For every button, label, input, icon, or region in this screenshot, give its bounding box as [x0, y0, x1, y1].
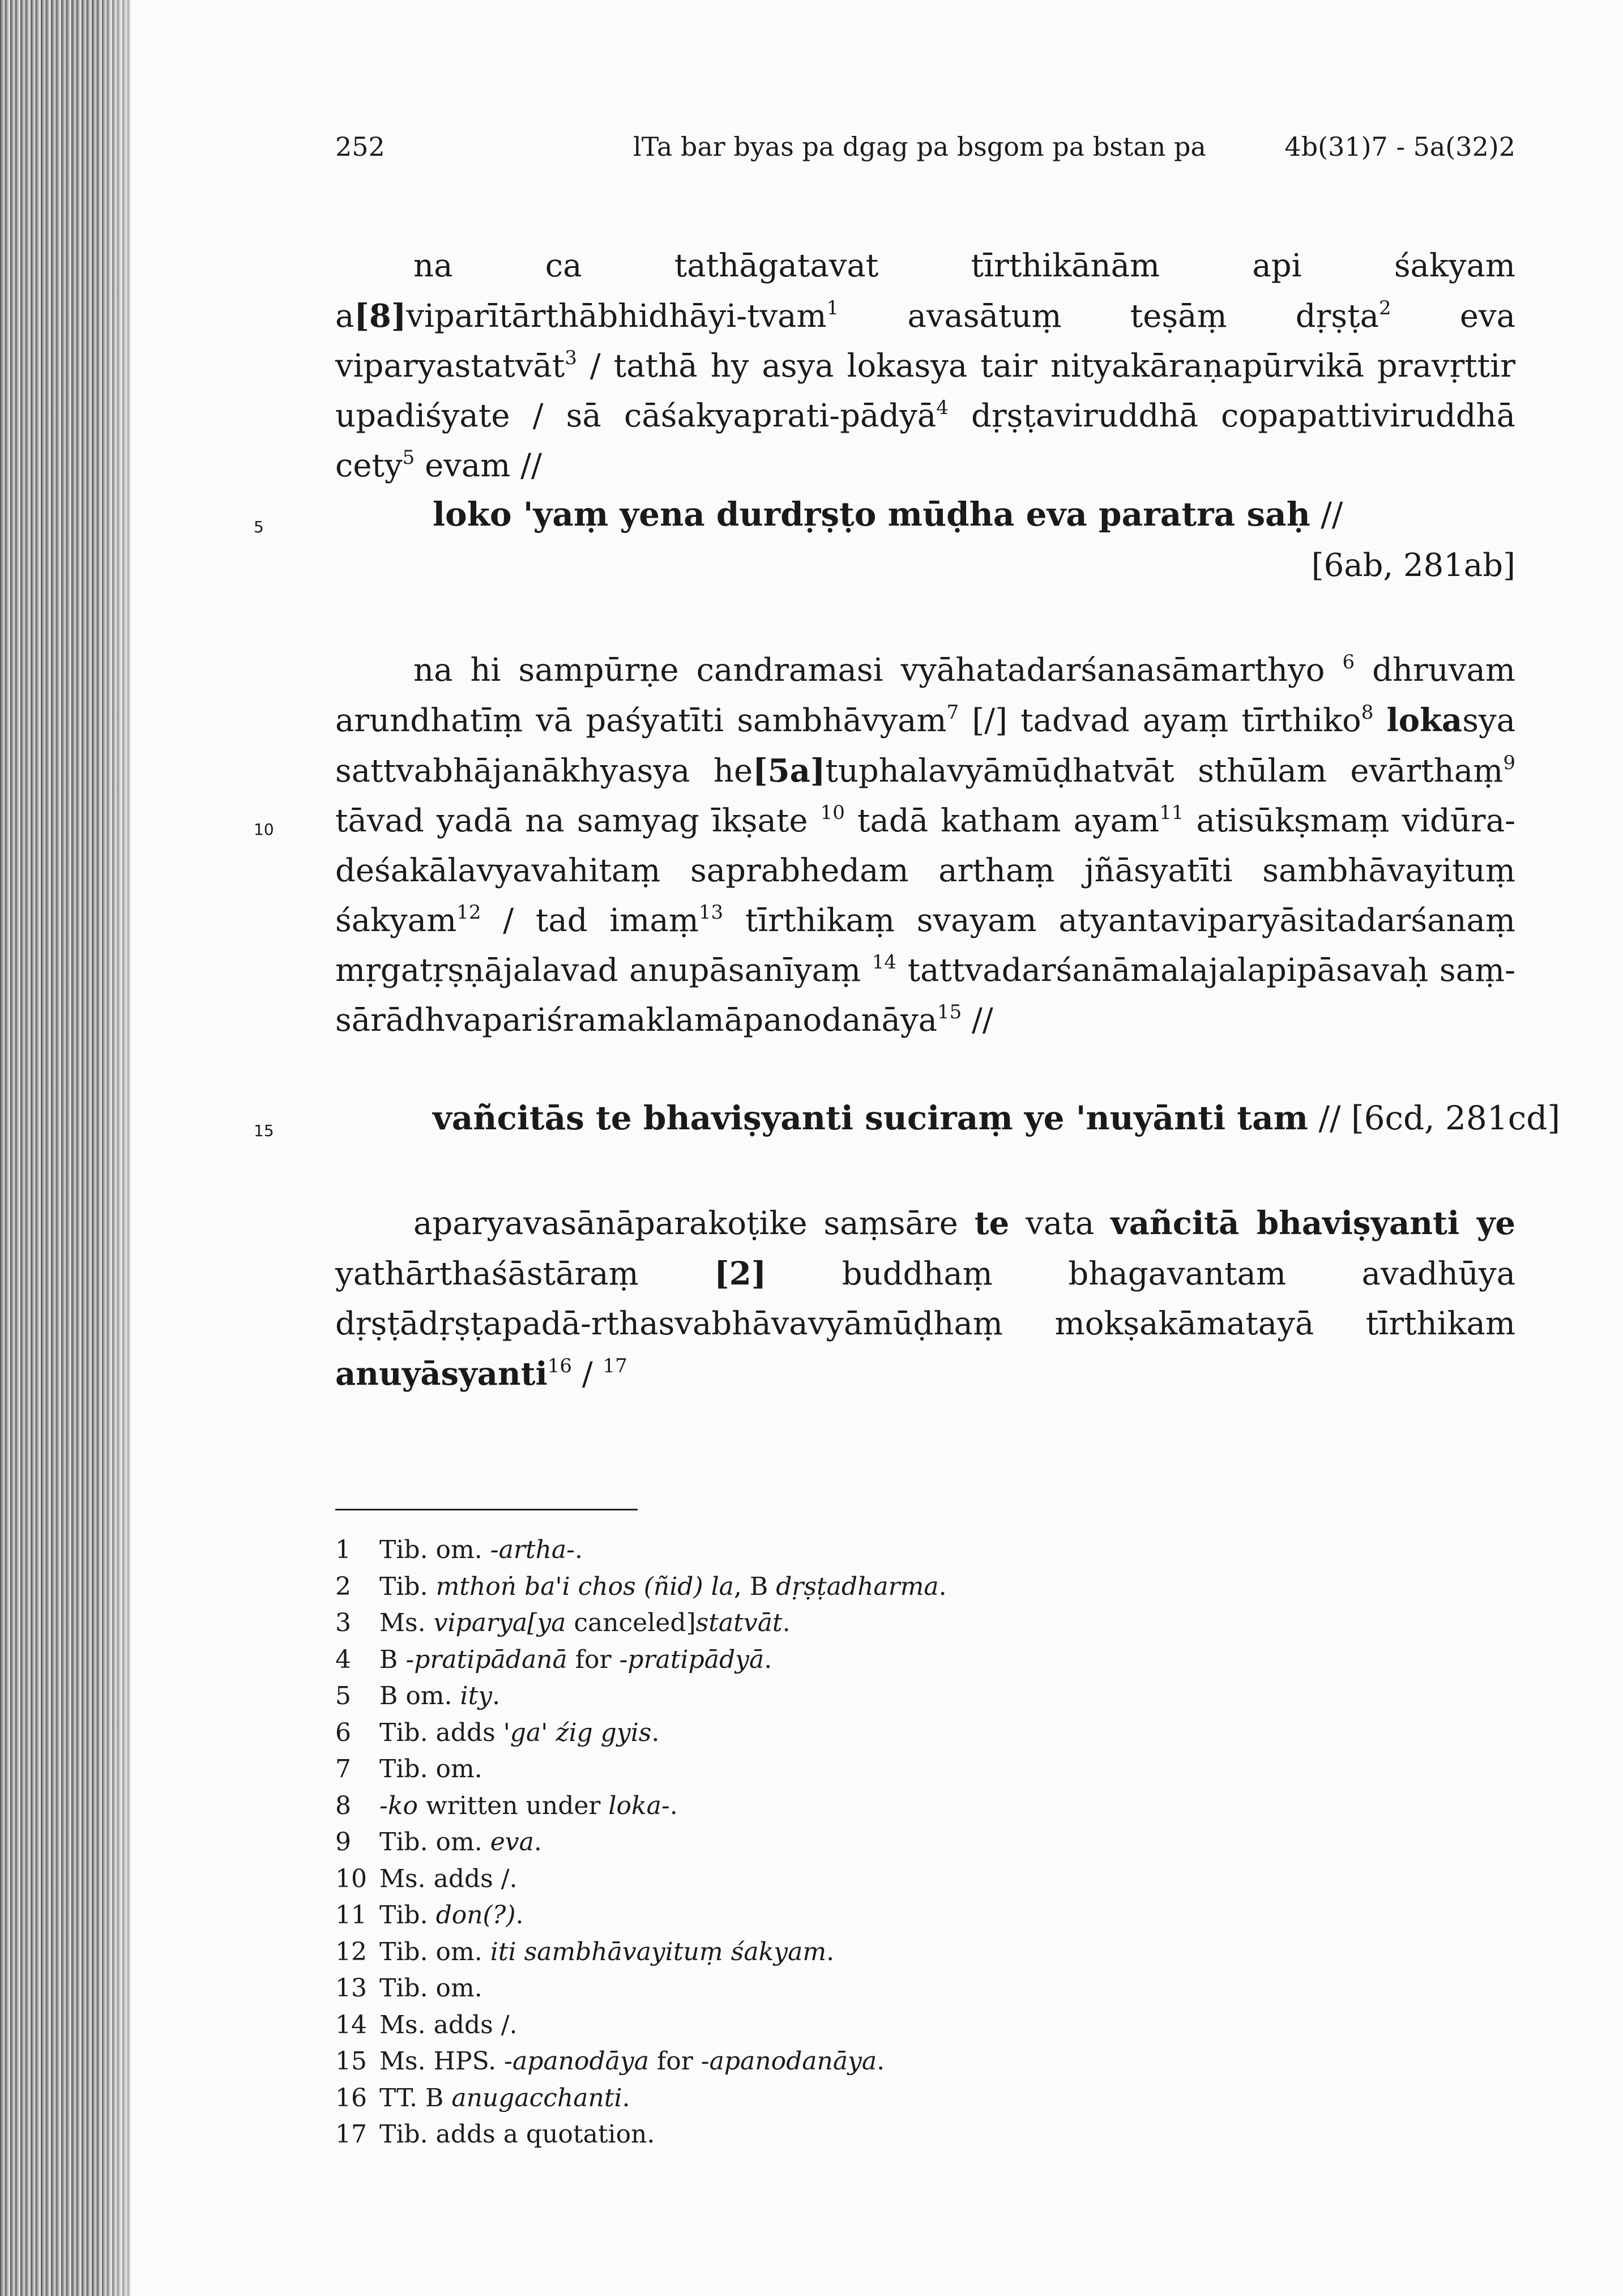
footnote-number: 13 — [335, 1974, 367, 2003]
footnote-number: 10 — [335, 1864, 367, 1893]
footnote-number: 1 — [335, 1535, 351, 1564]
footnote-text: Tib. om. eva. — [379, 1828, 542, 1857]
footnote-text: -ko written under loka-. — [379, 1791, 678, 1820]
footnote-number: 15 — [335, 2047, 367, 2076]
footnote-14 — [335, 2007, 1185, 2044]
footnote-3 — [335, 1605, 1185, 1642]
page-number: 252 — [335, 131, 385, 162]
line-number-10: 10 — [254, 820, 274, 839]
footnote-number: 8 — [335, 1791, 351, 1820]
footnote-10 — [335, 1861, 1185, 1898]
running-header — [335, 131, 1515, 177]
footnote-7 — [335, 1751, 1185, 1788]
footnote-number: 5 — [335, 1682, 351, 1710]
footnote-5 — [335, 1678, 1185, 1715]
line-number-15: 15 — [254, 1121, 274, 1140]
footnote-12 — [335, 1934, 1185, 1971]
footnote-11 — [335, 1897, 1185, 1934]
verse-6cd — [433, 1099, 1560, 1137]
footnote-9 — [335, 1824, 1185, 1861]
footnote-number: 12 — [335, 1937, 367, 1966]
footnote-6 — [335, 1715, 1185, 1752]
footnote-2 — [335, 1569, 1185, 1606]
verse-6ab-text: loko 'yaṃ yena durdṛṣṭo mūḍha eva paratra saḥ — [433, 495, 1310, 534]
paragraph-2: na hi sampūrṇe candramasi vyāhatadarśanasāmarthyo $^6$ dhruvam arundhatīṃ vā paśyatīti sambhāvyam$^7$ [/] tadvad ayaṃ tīrthiko$^8$ lokasya sattvabhājanākhyasya he[5a]tuphalavyāmūḍhatvāt sthūlam evārthaṃ$^9$ tāvad yadā na samyag īkṣate $^{10}$ tadā katham ayam$^{11}$ atisūkṣmaṃ vidūra-deśakālavyavahitaṃ saprabhedam arthaṃ jñāsyatīti sambhāvayituṃ śakyam$^{12}$ / tad imaṃ$^{13}$ tīrthikaṃ svayam atyantaviparyāsitadarśanaṃ mṛgatṛṣṇājalavad anupāsanīyaṃ $^{14}$ tattvadarśanāmalajalapipāsavaḥ saṃ-sārādhvapariśramaklamāpanodanāya$^{15}$ // — [335, 651, 1515, 1039]
footnote-number: 3 — [335, 1608, 351, 1637]
footnote-text: Tib. adds 'ga' źig gyis. — [379, 1718, 660, 1747]
footnote-number: 17 — [335, 2120, 367, 2149]
footnote-1 — [335, 1532, 1185, 1569]
verse-6ab-end: // — [1310, 495, 1343, 534]
footnote-number: 7 — [335, 1755, 351, 1783]
footnote-text: Tib. om. — [379, 1974, 482, 2003]
footnote-text: Tib. mthoṅ ba'i chos (ñid) la, B dṛṣṭadharma. — [379, 1572, 947, 1601]
footnote-text: Tib. om. — [379, 1755, 482, 1783]
folio-reference: 4b(31)7 - 5a(32)2 — [1284, 131, 1515, 162]
footnote-text: B om. ity. — [379, 1682, 501, 1710]
footnote-number: 11 — [335, 1901, 367, 1930]
footnote-separator — [335, 1509, 638, 1510]
footnote-15 — [335, 2043, 1185, 2080]
footnote-text: B -pratipādanā for -pratipādyā. — [379, 1645, 772, 1674]
verse-6ab — [433, 495, 1343, 534]
line-number-5: 5 — [254, 518, 264, 536]
footnote-text: Ms. adds /. — [379, 2010, 518, 2039]
footnote-13 — [335, 1970, 1185, 2007]
footnote-17 — [335, 2116, 1185, 2153]
verse-6cd-end: // [6cd, 281cd] — [1308, 1099, 1560, 1137]
footnote-8 — [335, 1788, 1185, 1825]
running-title: lTa bar byas pa dgag pa bsgom pa bstan pa — [633, 131, 1206, 162]
paragraph-3: aparyavasānāparakoṭike saṃsāre te vata vañcitā bhaviṣyanti ye yathārthaśāstāraṃ [2] buddhaṃ bhagavantam avadhūya dṛṣṭādṛṣṭapadā-rthasvabhāvavyāmūḍhaṃ mokṣakāmatayā tīrthikam anuyāsyanti$^{16}$ / $^{17}$ — [335, 1205, 1515, 1393]
footnote-text: Tib. don(?). — [379, 1901, 524, 1930]
binding-shadow — [96, 0, 164, 2296]
footnote-number: 9 — [335, 1828, 351, 1857]
footnote-text: Ms. adds /. — [379, 1864, 518, 1893]
footnote-4 — [335, 1642, 1185, 1679]
footnote-16 — [335, 2080, 1185, 2117]
footnote-number: 4 — [335, 1645, 351, 1674]
footnote-number: 14 — [335, 2010, 367, 2039]
footnote-number: 16 — [335, 2083, 367, 2113]
footnote-text: Ms. viparya[ya canceled]statvāt. — [379, 1608, 791, 1637]
paragraph-1: na ca tathāgatavat tīrthikānām api śakyam a[8]viparītārthābhidhāyi-tvam$^1$ avasātuṃ teṣāṃ dṛṣṭa$^2$ eva viparyastatvāt$^3$ / tathā hy asya lokasya tair nityakāraṇapūrvikā pravṛttir upadiśyate / sā cāśakyaprati-pādyā$^4$ dṛṣṭaviruddhā copapattiviruddhā cety$^5$ evam // — [335, 247, 1516, 484]
footnote-number: 2 — [335, 1572, 351, 1601]
footnote-text: Tib. adds a quotation. — [379, 2120, 655, 2149]
verse-6ab-reference: [6ab, 281ab] — [1311, 547, 1515, 584]
footnote-number: 6 — [335, 1718, 351, 1747]
footnote-text: Ms. HPS. -apanodāya for -apanodanāya. — [379, 2047, 885, 2076]
footnotes — [335, 1532, 1185, 2153]
verse-6cd-text: vañcitās te bhaviṣyanti suciraṃ ye 'nuyānti tam — [433, 1099, 1309, 1137]
footnote-text: Tib. om. -artha-. — [379, 1535, 583, 1564]
footnote-text: Tib. om. iti sambhāvayituṃ śakyam. — [379, 1937, 835, 1966]
footnote-text: TT. B anugacchanti. — [379, 2083, 630, 2113]
